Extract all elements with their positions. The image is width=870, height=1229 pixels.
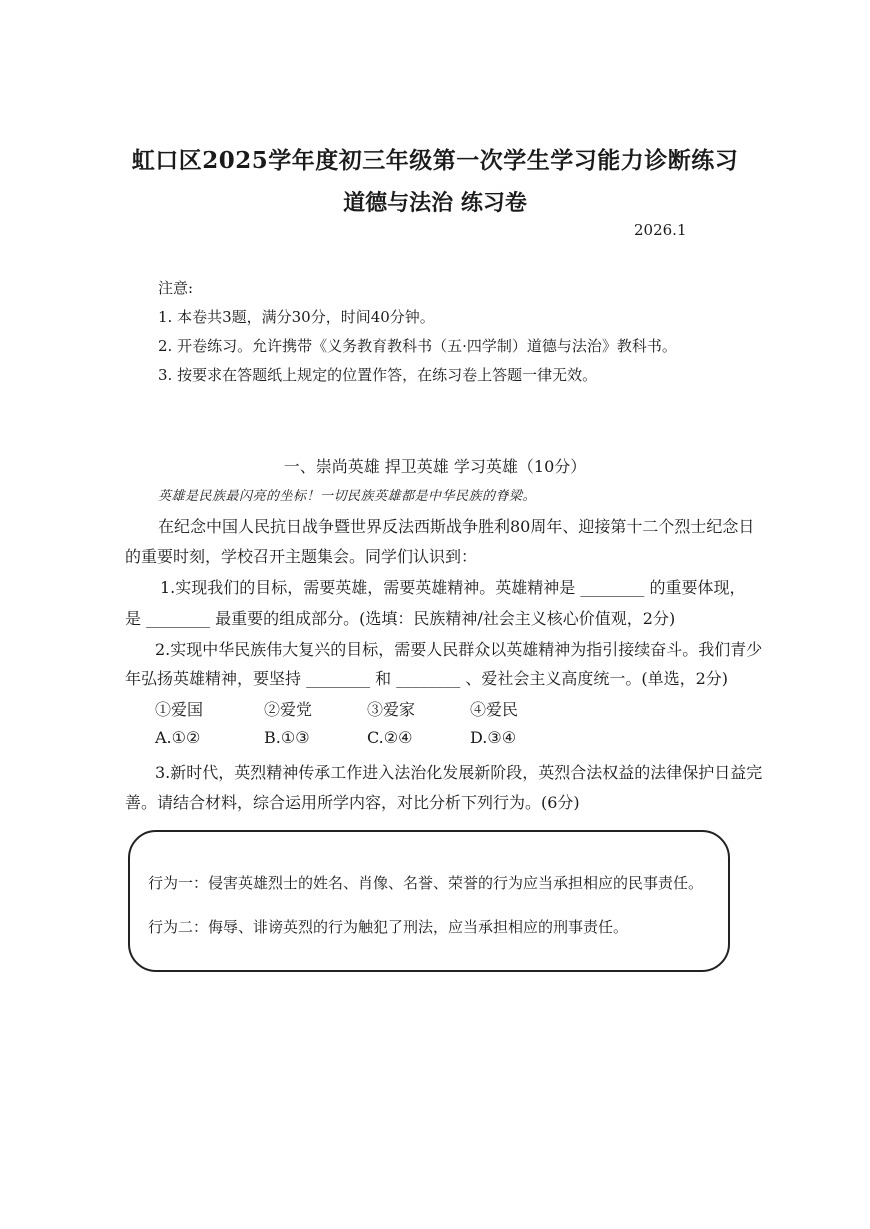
exam-date: 2026.1 bbox=[634, 221, 687, 239]
section-title: 一、崇尚英雄 捍卫英雄 学习英雄（10分） bbox=[283, 457, 587, 476]
choice-option: A.①② bbox=[155, 728, 201, 747]
choice-option: C.②④ bbox=[367, 728, 413, 747]
notice-item: 2. 开卷练习。允许携带《义务教育教科书（五·四学制）道德与法治》教科书。 bbox=[158, 337, 677, 355]
question-1: 1.实现我们的目标，需要英雄，需要英雄精神。英雄精神是 ________ 的重要体现， bbox=[160, 578, 746, 597]
statement-item: ①爱国 bbox=[155, 700, 204, 719]
material-line: 行为二：侮辱、诽谤英烈的行为触犯了刑法，应当承担相应的刑事责任。 bbox=[148, 918, 629, 936]
intro-text: 的重要时刻，学校召开主题集会。同学们认识到： bbox=[125, 547, 478, 566]
statement-item: ②爱党 bbox=[264, 700, 313, 719]
question-1: 是 ________ 最重要的组成部分。(选填：民族精神/社会主义核心价值观，2分) bbox=[125, 609, 676, 628]
question-2: 年弘扬英雄精神，要坚持 ________ 和 ________ 、爱社会主义高度统一。(单选，2分) bbox=[125, 669, 729, 688]
material-line: 行为一：侵害英雄烈士的姓名、肖像、名誉、荣誉的行为应当承担相应的民事责任。 bbox=[148, 874, 704, 892]
question-3: 善。请结合材料，综合运用所学内容，对比分析下列行为。(6分) bbox=[125, 793, 580, 812]
notice-heading: 注意: bbox=[158, 279, 194, 297]
intro-text: 在纪念中国人民抗日战争暨世界反法西斯战争胜利80周年、迎接第十二个烈士纪念日 bbox=[158, 517, 755, 536]
question-3: 3.新时代，英烈精神传承工作进入法治化发展新阶段，英烈合法权益的法律保护日益完 bbox=[155, 763, 763, 782]
notice-item: 3. 按要求在答题纸上规定的位置作答，在练习卷上答题一律无效。 bbox=[158, 366, 598, 384]
statement-item: ③爱家 bbox=[367, 700, 416, 719]
choice-option: D.③④ bbox=[470, 728, 517, 747]
exam-subtitle: 道德与法治 练习卷 bbox=[343, 190, 527, 216]
choice-option: B.①③ bbox=[264, 728, 310, 747]
material-box bbox=[128, 830, 730, 972]
section-motto: 英雄是民族最闪亮的坐标！一切民族英雄都是中华民族的脊梁。 bbox=[158, 489, 537, 504]
question-2: 2.实现中华民族伟大复兴的目标，需要人民群众以英雄精神为指引接续奋斗。我们青少 bbox=[155, 640, 763, 659]
notice-item: 1. 本卷共3题，满分30分，时间40分钟。 bbox=[158, 308, 435, 326]
exam-title: 虹口区2025学年度初三年级第一次学生学习能力诊断练习 bbox=[131, 147, 739, 174]
statement-item: ④爱民 bbox=[470, 700, 519, 719]
